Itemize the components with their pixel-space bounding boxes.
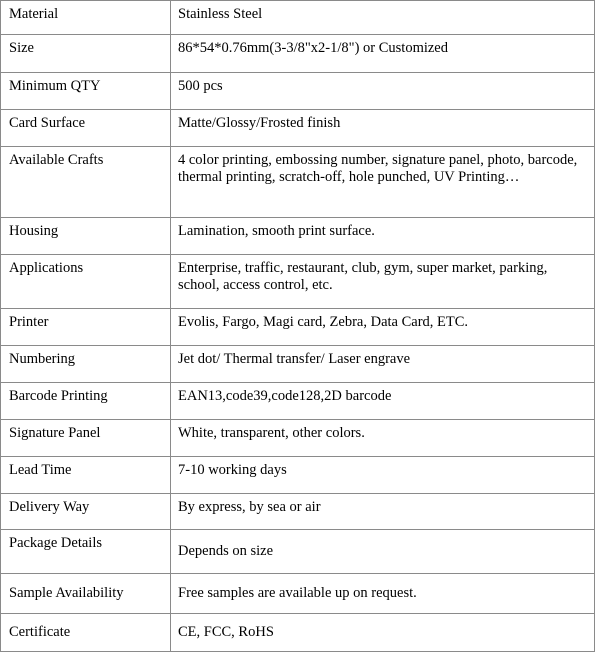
table-row [1, 457, 595, 494]
table-row [1, 1, 595, 35]
table-row [1, 530, 595, 574]
table-row [1, 346, 595, 383]
row-label: Delivery Way [1, 494, 171, 530]
row-label: Certificate [1, 614, 171, 652]
row-label: Housing [1, 218, 171, 255]
row-value: Stainless Steel [171, 1, 595, 35]
table-row [1, 35, 595, 73]
row-label: Printer [1, 309, 171, 346]
table-row [1, 420, 595, 457]
row-value: Evolis, Fargo, Magi card, Zebra, Data Card, ETC. [171, 309, 595, 346]
row-value: Lamination, smooth print surface. [171, 218, 595, 255]
row-label: Available Crafts [1, 147, 171, 218]
row-value: 4 color printing, embossing number, signature panel, photo, barcode, thermal printing, scratch-off, hole punched, UV Printing… [171, 147, 595, 218]
row-value: Depends on size [171, 530, 595, 574]
row-value: 7-10 working days [171, 457, 595, 494]
row-value: By express, by sea or air [171, 494, 595, 530]
table-row [1, 383, 595, 420]
row-label: Material [1, 1, 171, 35]
table-row [1, 614, 595, 652]
row-label: Size [1, 35, 171, 73]
table-row [1, 494, 595, 530]
table-row [1, 147, 595, 218]
table-row [1, 255, 595, 309]
row-value: White, transparent, other colors. [171, 420, 595, 457]
table-row [1, 73, 595, 110]
row-value: 500 pcs [171, 73, 595, 110]
row-value: CE, FCC, RoHS [171, 614, 595, 652]
row-label: Lead Time [1, 457, 171, 494]
row-label: Package Details [1, 530, 171, 574]
row-label: Card Surface [1, 110, 171, 147]
table-row [1, 218, 595, 255]
row-label: Signature Panel [1, 420, 171, 457]
row-label: Minimum QTY [1, 73, 171, 110]
row-value: Free samples are available up on request. [171, 574, 595, 614]
row-label: Barcode Printing [1, 383, 171, 420]
table-row [1, 110, 595, 147]
row-value: 86*54*0.76mm(3-3/8"x2-1/8") or Customized [171, 35, 595, 73]
table-row [1, 309, 595, 346]
row-label: Sample Availability [1, 574, 171, 614]
row-value: EAN13,code39,code128,2D barcode [171, 383, 595, 420]
row-value: Matte/Glossy/Frosted finish [171, 110, 595, 147]
table-row [1, 574, 595, 614]
row-label: Numbering [1, 346, 171, 383]
row-value: Jet dot/ Thermal transfer/ Laser engrave [171, 346, 595, 383]
row-value: Enterprise, traffic, restaurant, club, gym, super market, parking, school, access control, etc. [171, 255, 595, 309]
row-label: Applications [1, 255, 171, 309]
